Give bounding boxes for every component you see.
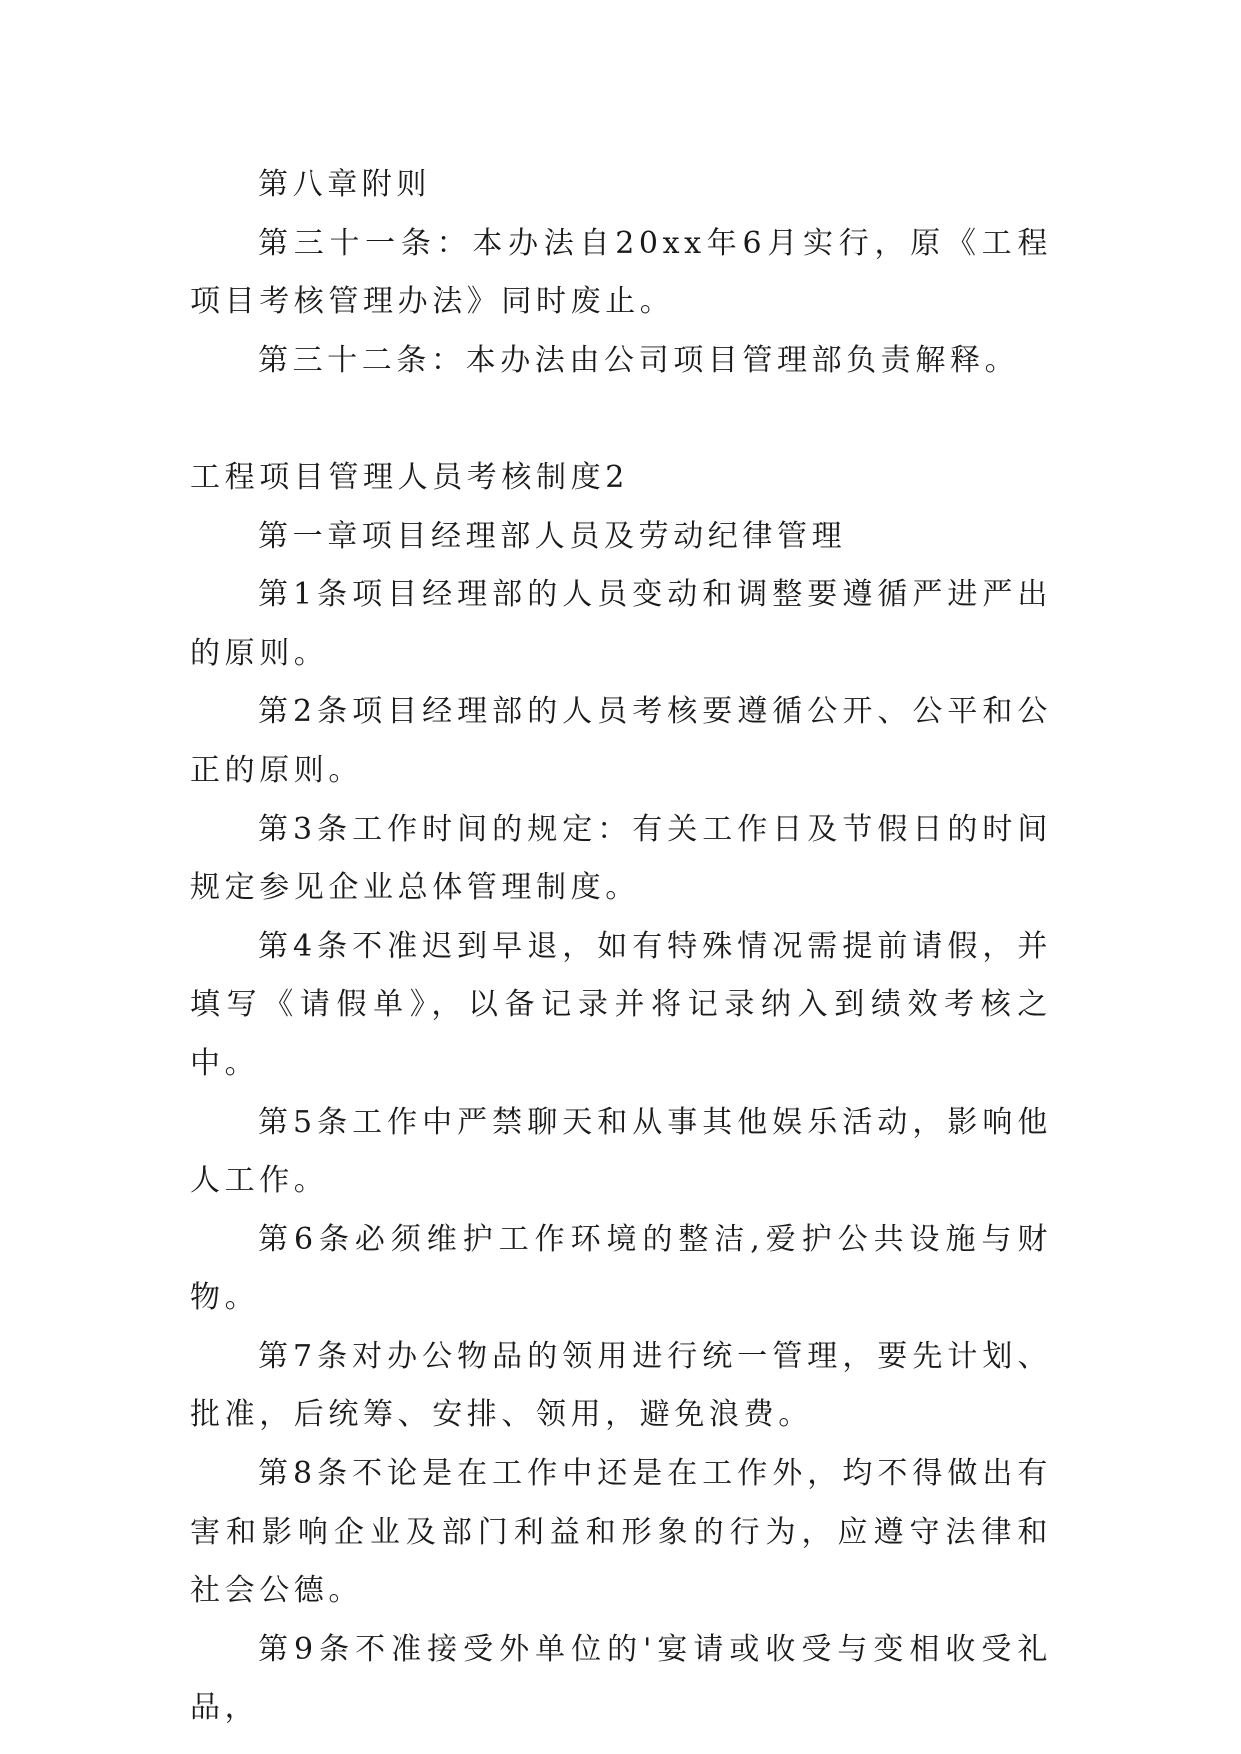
section-title: 工程项目管理人员考核制度2	[190, 459, 629, 495]
article-6: 第6条必须维护工作环境的整洁,爱护公共设施与财物。	[190, 1221, 1052, 1316]
section-gap	[190, 390, 1052, 449]
article-7: 第7条对办公物品的领用进行统一管理，要先计划、批准，后统筹、安排、领用，避免浪费。	[190, 1338, 1052, 1433]
article-1: 第1条项目经理部的人员变动和调整要遵循严进严出的原则。	[190, 577, 1052, 671]
article-8: 第8条不论是在工作中还是在工作外，均不得做出有害和影响企业及部门利益和形象的行为，应遵守法律和社会公德。	[190, 1456, 1052, 1609]
article-31: 第三十一条：本办法自20xx年6月实行，原《工程项目考核管理办法》同时废止。	[190, 225, 1052, 320]
article-4: 第4条不准迟到早退，如有特殊情况需提前请假，并填写《请假单》，以备记录并将记录纳入到绩效考核之中。	[190, 928, 1052, 1081]
document-body	[190, 156, 1052, 1738]
article-9: 第9条不准接受外单位的'宴请或收受与变相收受礼品，	[190, 1631, 1052, 1726]
article-2: 第2条项目经理部的人员考核要遵循公开、公平和公正的原则。	[190, 694, 1052, 788]
article-3: 第3条工作时间的规定：有关工作日及节假日的时间规定参见企业总体管理制度。	[190, 811, 1052, 906]
article-32: 第三十二条：本办法由公司项目管理部负责解释。	[258, 342, 1020, 378]
article-5: 第5条工作中严禁聊天和从事其他娱乐活动，影响他人工作。	[190, 1104, 1052, 1199]
chapter-1-heading: 第一章项目经理部人员及劳动纪律管理	[258, 518, 847, 554]
chapter-8-heading: 第八章附则	[258, 167, 431, 202]
